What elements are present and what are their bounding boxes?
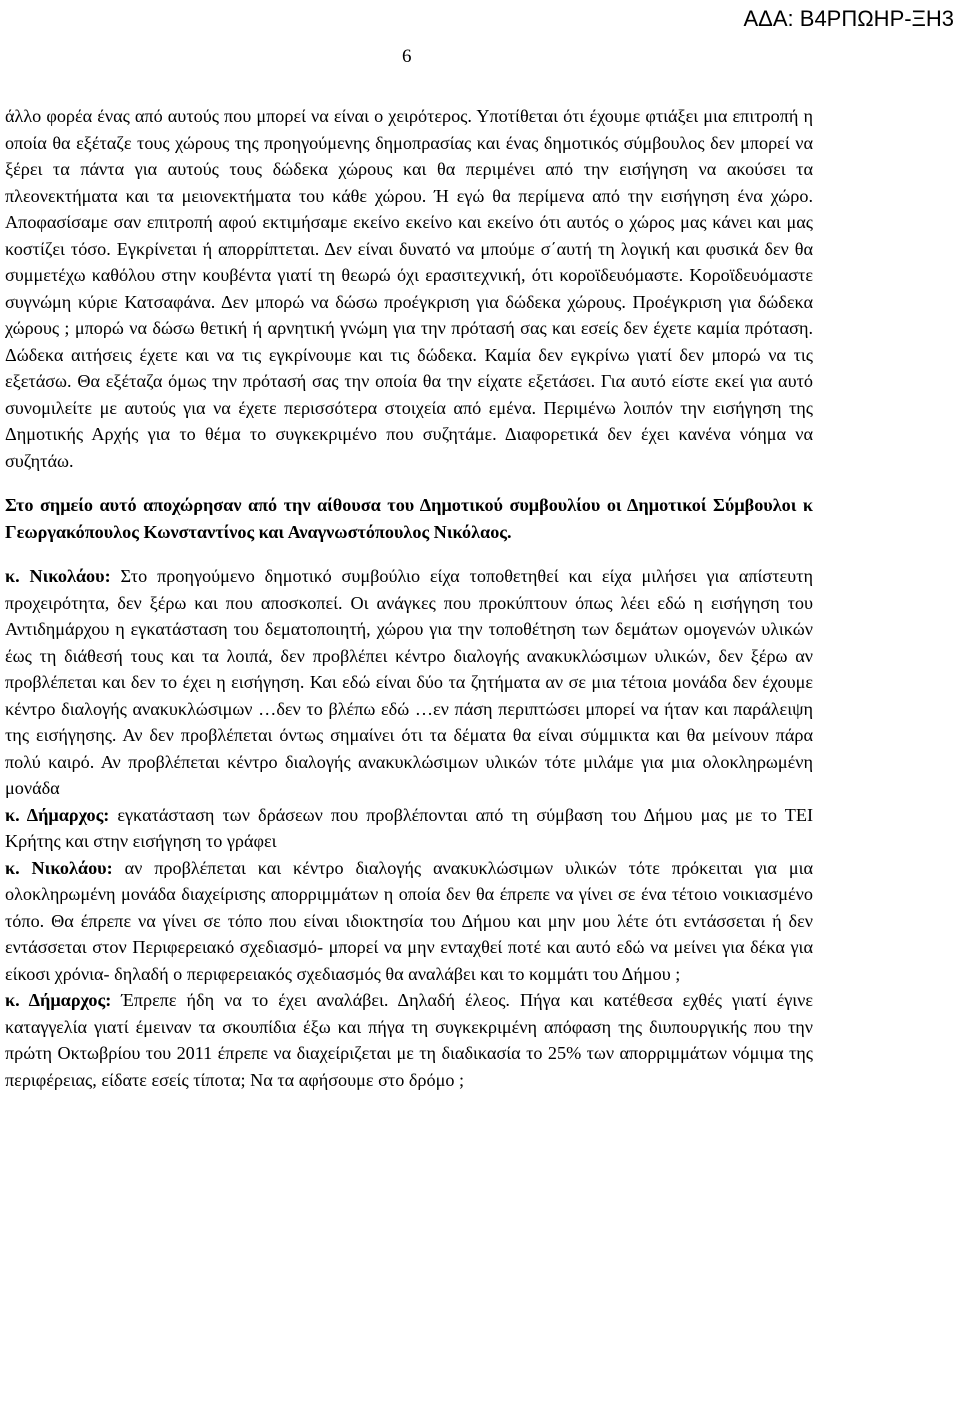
speech-nikolaou-1 — [5, 563, 813, 802]
speaker-label: κ. Νικολάου: — [5, 566, 111, 586]
ada-code: ΑΔΑ: Β4ΡΠΩΗΡ-ΞΗ3 — [743, 6, 954, 31]
speech-text: αν προβλέπεται και κέντρο διαλογής ανακυκλώσιμων υλικών τότε πρόκειται για μια ολοκληρωμένη μονάδα διαχείρισης απορριμμάτων η οποία δεν θα έπρεπε να γίνει σε ένα τέτοιο νοικιασμένο τόπο. Θα έπρεπε να γίνει σε τόπο που είναι ιδιοκτησία του Δήμου και μην μου λέτε ότι εντάσσεται ή δεν εντάσσεται στον Περιφερειακό σχεδιασμό- μπορεί να μην ενταχθεί ποτέ και αυτό εδώ να μείνει για δέκα για είκοσι χρόνια- δηλαδή ο περιφερειακός σχεδιασμός θα αναλάβει και το κομμάτι του Δήμου ; — [5, 857, 814, 984]
speech-dimarxos-1 — [5, 802, 813, 855]
paragraph-continuation: άλλο φορέα ένας από αυτούς που μπορεί να είναι ο χειρότερος. Υποτίθεται ότι έχουμε φτιάξει μια επιτροπή η οποία θα εξέταζε τους χώρους της προηγούμενης δημοπρασίας και ένας δημοτικός σύμβουλος δεν μπορεί να ξέρει τα πάντα για αυτούς τους δώδεκα χώρους και θα περιμένει από την εισήγηση να ακούσει τα πλεονεκτήματα και τα μειονεκτήματα του κάθε χώρου. Ή εγώ θα περίμενα από την εισήγηση ένα χώρο. Αποφασίσαμε σαν επιτροπή αφού εκτιμήσαμε εκείνο εκείνο και εκείνο ότι αυτός ο χώρος μας κάνει και μας κοστίζει τόσο. Εγκρίνεται ή απορρίπτεται. Δεν είναι δυνατό να μπούμε σ΄αυτή τη λογική και φυσικά δεν θα συμμετέχω καθόλου στην κουβέντα γιατί τη θεωρώ όχι ερασιτεχνική, ότι κοροϊδευόμαστε. Κοροϊδευόμαστε συγνώμη κύριε Κατσαφάνα. Δεν μπορώ να δώσω προέγκριση για δώδεκα χώρους. Προέγκριση για δώδεκα χώρους ; μπορώ να δώσω θετική ή αρνητική γνώμη για την πρότασή σας και εσείς δεν έχετε καμία πρόταση. Δώδεκα αιτήσεις έχετε και να τις εγκρίνουμε και τις δώδεκα. Καμία δεν εγκρίνω γιατί δεν μπορώ να τις εξετάσω. Θα εξέταζα όμως την πρότασή σας την οποία θα την είχατε εξετάσει. Για αυτό είστε εκεί για αυτό συνομιλείτε με αυτούς για να έχετε περισσότερα στοιχεία από εμένα. Περιμένω λοιπόν την εισήγηση της Δημοτικής Αρχής για το θέμα το συγκεκριμένο που συζητάμε. Διαφορετικά δεν έχει κανένα νόημα να συζητάω. — [5, 106, 813, 471]
speech-text: Έπρεπε ήδη να το έχει αναλάβει. Δηλαδή έλεος. Πήγα και κατέθεσα εχθές γιατί έγινε καταγγελία γιατί έμειναν τα σκουπίδια έξω και πήγα τη συγκεκριμένη απόφαση της διυπουργικής που την πρώτη Οκτωβρίου του 2011 έπρεπε να διαχείριζεται με τη διαδικασία το 25% των απορριμμάτων νόμιμα της περιφέρειας, είδατε εσείς τίποτα; Να τα αφήσουμε στο δρόμο ; — [5, 990, 814, 1090]
speech-text: εγκατάσταση των δράσεων που προβλέπονται από τη σύμβαση του Δήμου μας με το ΤΕΙ Κρήτης και στην εισήγηση το γράφει — [5, 804, 813, 851]
speaker-label: κ. Νικολάου: — [5, 857, 113, 878]
page-number: 6 — [402, 46, 412, 67]
speech-nikolaou-2 — [5, 855, 813, 988]
speech-dimarxos-2 — [5, 987, 813, 1093]
speaker-label: κ. Δήμαρχος: — [5, 804, 110, 825]
speaker-label: κ. Δήμαρχος: — [5, 990, 112, 1010]
withdrawal-notice: Στο σημείο αυτό αποχώρησαν από την αίθουσα του Δημοτικού συμβουλίου οι Δημοτικοί Σύμβουλοι κ Γεωργακόπουλος Κωνσταντίνος και Αναγνωστόπουλος Νικόλαος. — [5, 495, 813, 542]
speech-text: Στο προηγούμενο δημοτικό συμβούλιο είχα τοποθετηθεί και είχα μιλήσει για απίστευτη προχειρότητα, δεν ξέρω και που αποσκοπεί. Οι ανάγκες που προκύπτουν όπως λέει εδώ η εισήγηση του Αντιδημάρχου η εγκατάσταση του δεματοποιητή, χώρου για την τοποθέτηση των δεμάτων ομογενών υλικών έως τη διάθεσή τους και τα λοιπά, δεν προβλέπει κέντρο διαλογής ανακυκλώσιμων υλικών, δεν ξέρω αν προβλέπεται και δεν το έχει η εισήγηση. Και εδώ είναι δύο τα ζητήματα αν σε μια τέτοια μονάδα δεν έχουμε κέντρο διαλογής ανακυκλώσιμων …δεν το βλέπω εδώ …εν πάση περιπτώσει μπορεί να ήταν και παράλειψη της εισήγησης. Αν δεν προβλέπεται όντως σημαίνει ότι τα δέματα θα είναι σύμμικτα και θα μείνουν πάρα πολύ καιρό. Αν προβλέπεται κέντρο διαλογής ανακυκλώσιμων υλικών τότε μιλάμε για μια ολοκληρωμένη μονάδα — [5, 566, 813, 798]
document-body — [5, 103, 813, 1093]
